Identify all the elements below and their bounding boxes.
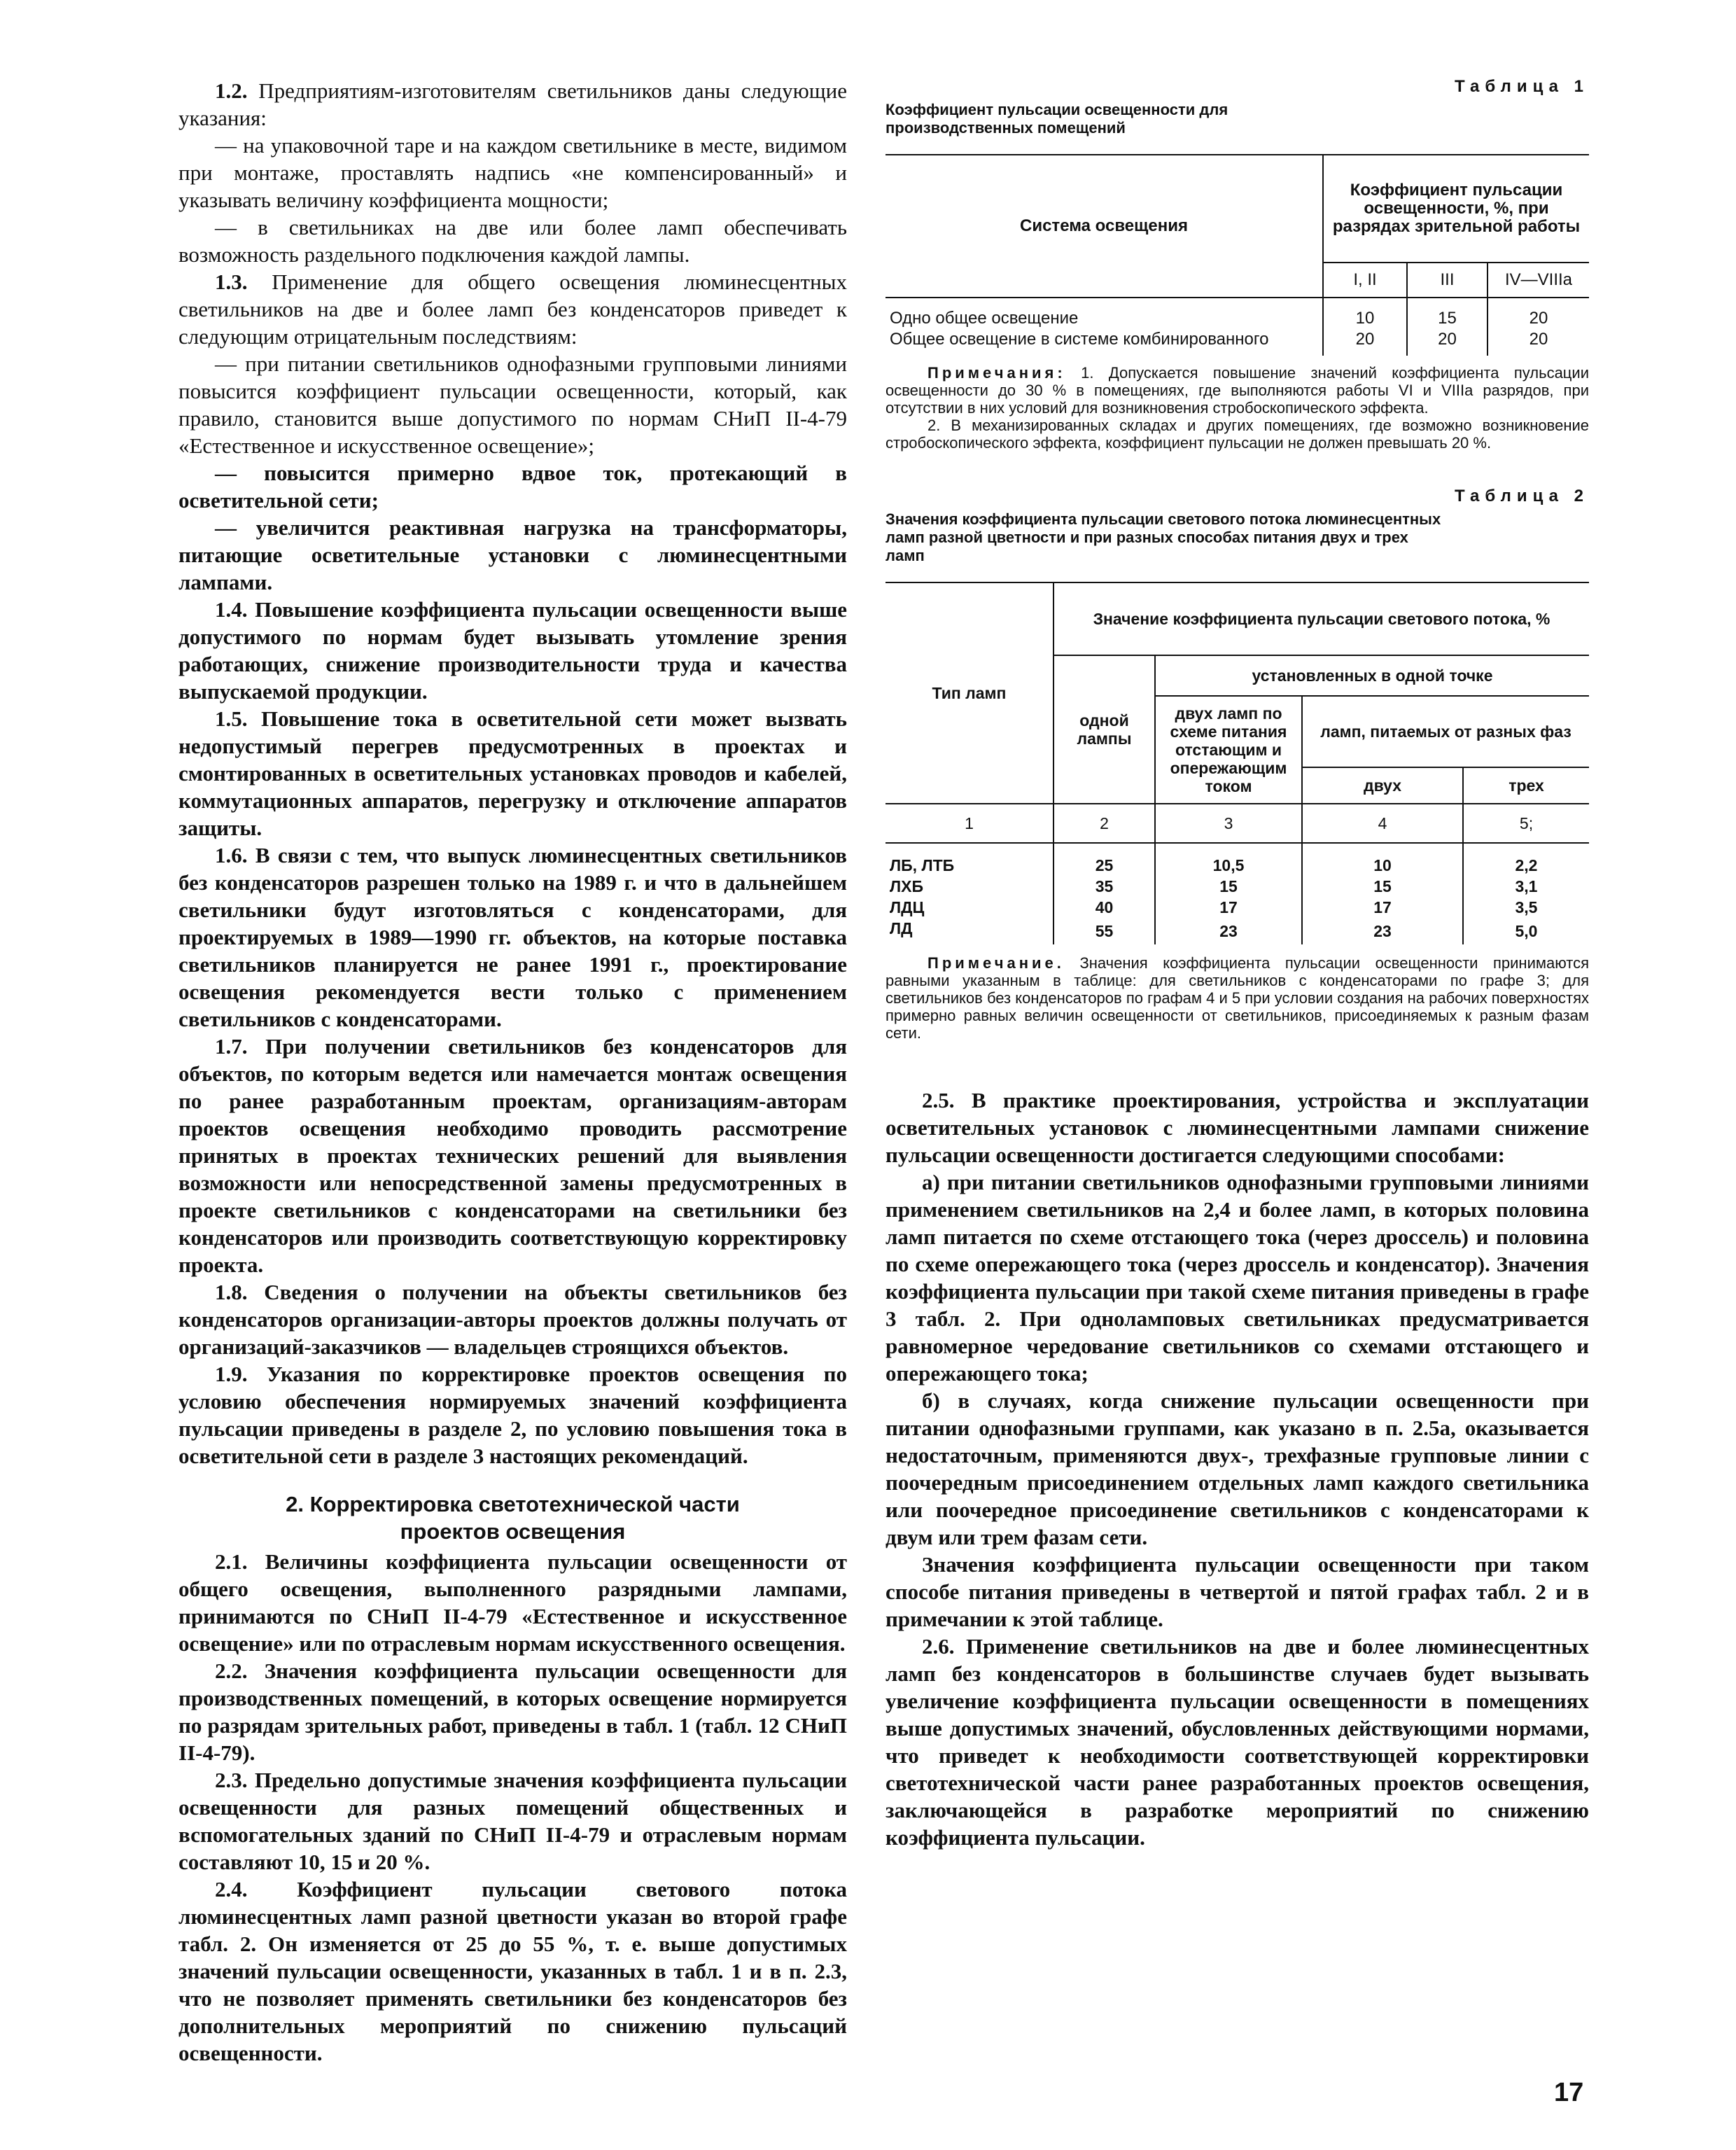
column-number: 4: [1302, 804, 1463, 843]
column-number: 2: [1054, 804, 1155, 843]
paragraph-number: 1.5.: [215, 706, 248, 731]
section-2-title: [178, 1491, 847, 1545]
paragraph-1-3: [178, 268, 847, 350]
table-2-column-numbers: [886, 804, 1589, 843]
table-2-header-one: одной лампы: [1054, 655, 1155, 804]
paragraph-text: Указания по корректировке проектов освещения по условию обеспечения нормируемых значений коэффициента пульсации приведены в разделе 2, по условию повышения тока в осветительной сети в разделе 3 настоящих рекомендаций.: [178, 1362, 848, 1468]
paragraph-text: Сведения о получении на объекты светильников без конденсаторов организации-авторы проектов должны получать от организаций-заказчиков — владельцев строящихся объектов.: [178, 1280, 847, 1359]
table-cell: 5,0: [1515, 922, 1538, 940]
table-2-header-phases: ламп, питаемых от разных фаз: [1302, 696, 1589, 767]
table-cell: 15: [1155, 876, 1302, 897]
table-2-title: Значения коэффициента пульсации светового потока люминесцентных ламп разной цветности и при разных способах питания двух и трех ламп: [886, 510, 1441, 564]
paragraph-number: 2.6.: [922, 1634, 955, 1659]
table-cell: 25: [1054, 843, 1155, 876]
right-body-text: [886, 1087, 1589, 1851]
paragraph-1-3b: — повысится примерно вдвое ток, протекающий в осветительной сети;: [178, 461, 847, 512]
paragraph-1-4: [178, 596, 847, 705]
paragraph-2-5c: Значения коэффициента пульсации освещенности при таком способе питания приведены в четвертой и пятой графах табл. 2 и в примечании к этой таблице.: [886, 1552, 1589, 1631]
table-2-notes: [886, 954, 1589, 1042]
note-text: 1. Допускается повышение значений коэффициента пульсации освещенности до 30 % в помещениях, где выполняются работы VI и VIIIa разрядов, при отсутствии в них условий для возникновения стробоскопического эффекта.: [886, 364, 1589, 417]
paragraph-number: 1.2.: [215, 78, 248, 103]
paragraph-number: 2.4.: [215, 1877, 248, 1901]
table-row: [886, 897, 1589, 918]
table-2-header-installed: установленных в одной точке: [1155, 655, 1589, 696]
paragraph-2-6: [886, 1633, 1589, 1851]
table-1-header-system: Система освещения: [886, 155, 1323, 298]
paragraph-2-2: [178, 1657, 847, 1766]
table-cell: 35: [1054, 876, 1155, 897]
table-2-header-two: двух: [1302, 767, 1463, 804]
table-cell: 40: [1054, 897, 1155, 918]
page-number: 17: [1554, 2078, 1584, 2107]
table-row: [886, 298, 1589, 329]
table-1-label: Таблица 1: [1454, 77, 1589, 96]
note-text: Значения коэффициента пульсации освещенности принимаются равными указанным в таблице: для светильников с конденсаторами по графе 3; для светильников без конденсаторов по графам 4 и 5 при условии создания на рабочих поверхностях примерно равных величин освещенности от светильников, присоединяемых к разным фазам сети.: [886, 954, 1589, 1042]
table-cell: 15: [1407, 298, 1488, 329]
paragraph-number: 1.4.: [215, 597, 248, 622]
paragraph-1-9: [178, 1360, 847, 1470]
table-cell: 23: [1302, 918, 1463, 944]
table-cell: 10: [1323, 298, 1407, 329]
table-cell: 20: [1323, 329, 1407, 356]
paragraph-number: 2.2.: [215, 1659, 248, 1683]
table-cell: 3,5: [1515, 898, 1538, 916]
table-1-note-1: [886, 364, 1589, 417]
table-2-note: [886, 954, 1589, 1042]
right-column: [886, 77, 1589, 1851]
paragraph-text: В связи с тем, что выпуск люминесцентных светильников без конденсаторов разрешен только на 1989 г. и что в дальнейшем светильники будут изготовляться с конденсаторами, для проектируемых в 1989—1990 гг. объектов, на которые поставка светильников планируется не ранее 1991 г., проектирование освещения рекомендуется вести только с применением светильников с конденсаторами.: [178, 843, 847, 1031]
paragraph-text: Применение для общего освещения люминесцентных светильников на две и более ламп без конденсаторов приведет к следующим отрицательным последствиям:: [178, 270, 848, 349]
paragraph-1-7: [178, 1033, 847, 1278]
table-2-header-two-lamps: двух ламп по схеме питания отстающим и опережающим током: [1155, 696, 1302, 804]
paragraph-1-6: [178, 842, 847, 1033]
paragraph-1-2: [178, 77, 847, 132]
table-cell: ЛХБ: [886, 876, 1054, 897]
paragraph-1-2b: — в светильниках на две или более ламп обеспечивать возможность раздельного подключения каждой лампы.: [178, 215, 847, 267]
paragraph-number: 2.3.: [215, 1768, 248, 1792]
table-1: [886, 154, 1589, 356]
table-cell: 15: [1302, 876, 1463, 897]
table-1-title: Коэффициент пульсации освещенности для производственных помещений: [886, 101, 1228, 137]
table-1-note-2: 2. В механизированных складах и других помещениях, где возможно возникновение стробоскопического эффекта, коэффициент пульсации не должен превышать 20 %.: [886, 417, 1589, 452]
paragraph-2-5: [886, 1087, 1589, 1168]
paragraph-number: 2.5.: [922, 1088, 955, 1112]
column-number: 1: [886, 804, 1054, 843]
paragraph-text: Предприятиям-изготовителям светильников даны следующие указания:: [178, 78, 847, 130]
paragraph-text: Предельно допустимые значения коэффициента пульсации освещенности для разных помещений общественных и вспомогательных зданий по СНиП II-4-79 и отраслевым нормам составляют 10, 15 и 20 %.: [178, 1768, 847, 1874]
table-cell: 10,5: [1155, 843, 1302, 876]
table-row: [886, 843, 1589, 876]
table-row: [886, 876, 1589, 897]
table-cell: 17: [1155, 897, 1302, 918]
paragraph-text: При получении светильников без конденсаторов для объектов, по которым ведется или намечается монтаж освещения по ранее разработанным проектам, организациям-авторам проектов освещения необходимо проводить рассмотрение принятых в проектах технических решений для выявления возможности или непосредственной замены предусмотренных в проекте светильников с конденсаторами на светильники без конденсаторов или производить соответствующую корректировку проекта.: [178, 1034, 847, 1277]
paragraph-2-3: [178, 1766, 847, 1876]
note-label: Примечание.: [927, 954, 1065, 972]
table-2-header-three: трех: [1508, 776, 1544, 795]
table-row: [886, 918, 1589, 944]
table-cell: 10: [1302, 843, 1463, 876]
table-cell: 17: [1302, 897, 1463, 918]
paragraph-1-8: [178, 1278, 847, 1360]
note-label: Примечания:: [927, 364, 1066, 382]
paragraph-1-3a: — при питании светильников однофазными групповыми линиями повысится коэффициент пульсации освещенности, который, как правило, становится выше допустимого по нормам СНиП II-4-79 «Естественное и искусственное освещение»;: [178, 351, 847, 458]
paragraph-text: Применение светильников на две и более люминесцентных ламп без конденсаторов в большинстве случаев будет вызывать увеличение коэффициента пульсации освещенности в помещениях выше допустимых значений, обусловленных действующими нормами, что приведет к необходимости соответствующей корректировки светотехнической части ранее разработанных проектов освещения, заключающейся в разработке мероприятий по снижению коэффициента пульсации.: [886, 1634, 1590, 1850]
table-1-subheader: I, II: [1323, 263, 1407, 298]
paragraph-number: 1.8.: [215, 1280, 248, 1304]
paragraph-1-3c: — увеличится реактивная нагрузка на трансформаторы, питающие осветительные установки с люминесцентными лампами.: [178, 515, 847, 594]
column-number: 3: [1155, 804, 1302, 843]
paragraph-number: 2.1.: [215, 1549, 248, 1574]
table-2-header-group: Значение коэффициента пульсации светового потока, %: [1054, 582, 1589, 655]
table-cell: 55: [1054, 918, 1155, 944]
table-1-subheader: III: [1407, 263, 1488, 298]
table-cell: ЛБ, ЛТБ: [886, 843, 1054, 876]
table-cell: 2,2: [1515, 856, 1538, 874]
table-cell: 23: [1155, 918, 1302, 944]
table-cell: 3,1: [1515, 877, 1538, 895]
paragraph-2-5b: б) в случаях, когда снижение пульсации освещенности при питании однофазными группами, как указано в п. 2.5а, оказывается недостаточным, применяются двух-, трехфазные групповые линии с поочередным присоединением отдельных ламп каждого светильника или поочередное присоединение светильников с конденсаторами к двум или трем фазам сети.: [886, 1388, 1589, 1549]
paragraph-2-5a: а) при питании светильников однофазными групповыми линиями применением светильников на 2,4 и более ламп, в которых половина ламп питается по схеме отстающего тока (через дроссель) и половина по схеме опережающего тока (через дроссель и конденсатор). Значения коэффициента пульсации при такой схеме питания приведены в графе 3 табл. 2. При одноламповых светильниках предусматривается равномерное чередование светильников со схемами отстающего и опережающего тока;: [886, 1170, 1589, 1385]
table-cell: 20: [1529, 309, 1548, 328]
column-number: 5;: [1519, 814, 1534, 832]
paragraph-1-5: [178, 705, 847, 842]
paragraph-text: Повышение коэффициента пульсации освещенности выше допустимого по нормам будет вызывать утомление зрения работающих, снижение производительности труда и качества выпускаемой продукции.: [178, 597, 848, 704]
table-1-notes: [886, 364, 1589, 452]
paragraph-2-1: [178, 1548, 847, 1657]
paragraph-number: 1.6.: [215, 843, 248, 867]
table-1-subheader: IV—VIIIa: [1504, 270, 1573, 289]
paragraph-text: Повышение тока в осветительной сети может вызвать недопустимый перегрев предусмотренных в проектах и смонтированных в осветительных установках проводов и кабелей, коммутационных аппаратов, перегрузку и отключение аппаратов защиты.: [178, 706, 848, 840]
paragraph-2-4: [178, 1876, 847, 2067]
paragraph-text: В практике проектирования, устройства и эксплуатации осветительных установок с люминесцентными лампами снижение пульсации освещенности достигается следующими способами:: [886, 1088, 1589, 1167]
table-cell: Общее освещение в системе комбинированного: [886, 329, 1323, 356]
table-cell: ЛДЦ: [886, 897, 1054, 918]
table-cell: ЛД: [886, 918, 1054, 944]
paragraph-text: Значения коэффициента пульсации освещенности для производственных помещений, в которых освещение нормируется по разрядам зрительных работ, приведены в табл. 1 (табл. 12 СНиП II-4-79).: [178, 1659, 847, 1765]
paragraph-number: 1.9.: [215, 1362, 248, 1386]
table-1-header-group: Коэффициент пульсации освещенности, %, при разрядах зрительной работы: [1323, 155, 1589, 263]
paragraph-text: Величины коэффициента пульсации освещенности от общего освещения, выполненного разрядными лампами, принимаются по СНиП II-4-79 «Естественное и искусственное освещение» или по отраслевым нормам искусственного освещения.: [178, 1549, 848, 1656]
table-row: [886, 329, 1589, 356]
paragraph-number: 1.3.: [215, 270, 248, 294]
section-title-line: 2. Корректировка светотехнической части: [286, 1492, 740, 1516]
table-2-header-type: Тип ламп: [886, 582, 1054, 804]
section-title-line: проектов освещения: [400, 1519, 626, 1544]
left-column: [178, 77, 847, 2067]
table-cell: Одно общее освещение: [886, 298, 1323, 329]
table-2-label: Таблица 2: [1454, 487, 1589, 505]
paragraph-number: 1.7.: [215, 1034, 248, 1059]
paragraph-1-2a: — на упаковочной таре и на каждом светильнике в месте, видимом при монтаже, проставлять надпись «не компенсированный» и указывать величину коэффициента мощности;: [178, 133, 847, 212]
table-cell: 20: [1407, 329, 1488, 356]
table-cell: 20: [1529, 330, 1548, 349]
paragraph-text: Коэффициент пульсации светового потока люминесцентных ламп разной цветности указан во второй графе табл. 2. Он изменяется от 25 до 55 %, т. е. выше допустимых значений пульсации освещенности, указанных в табл. 1 и в п. 2.3, что не позволяет применять светильники без конденсаторов без дополнительных мероприятий по снижению пульсаций освещенности.: [178, 1877, 847, 2065]
table-2: [886, 582, 1589, 944]
